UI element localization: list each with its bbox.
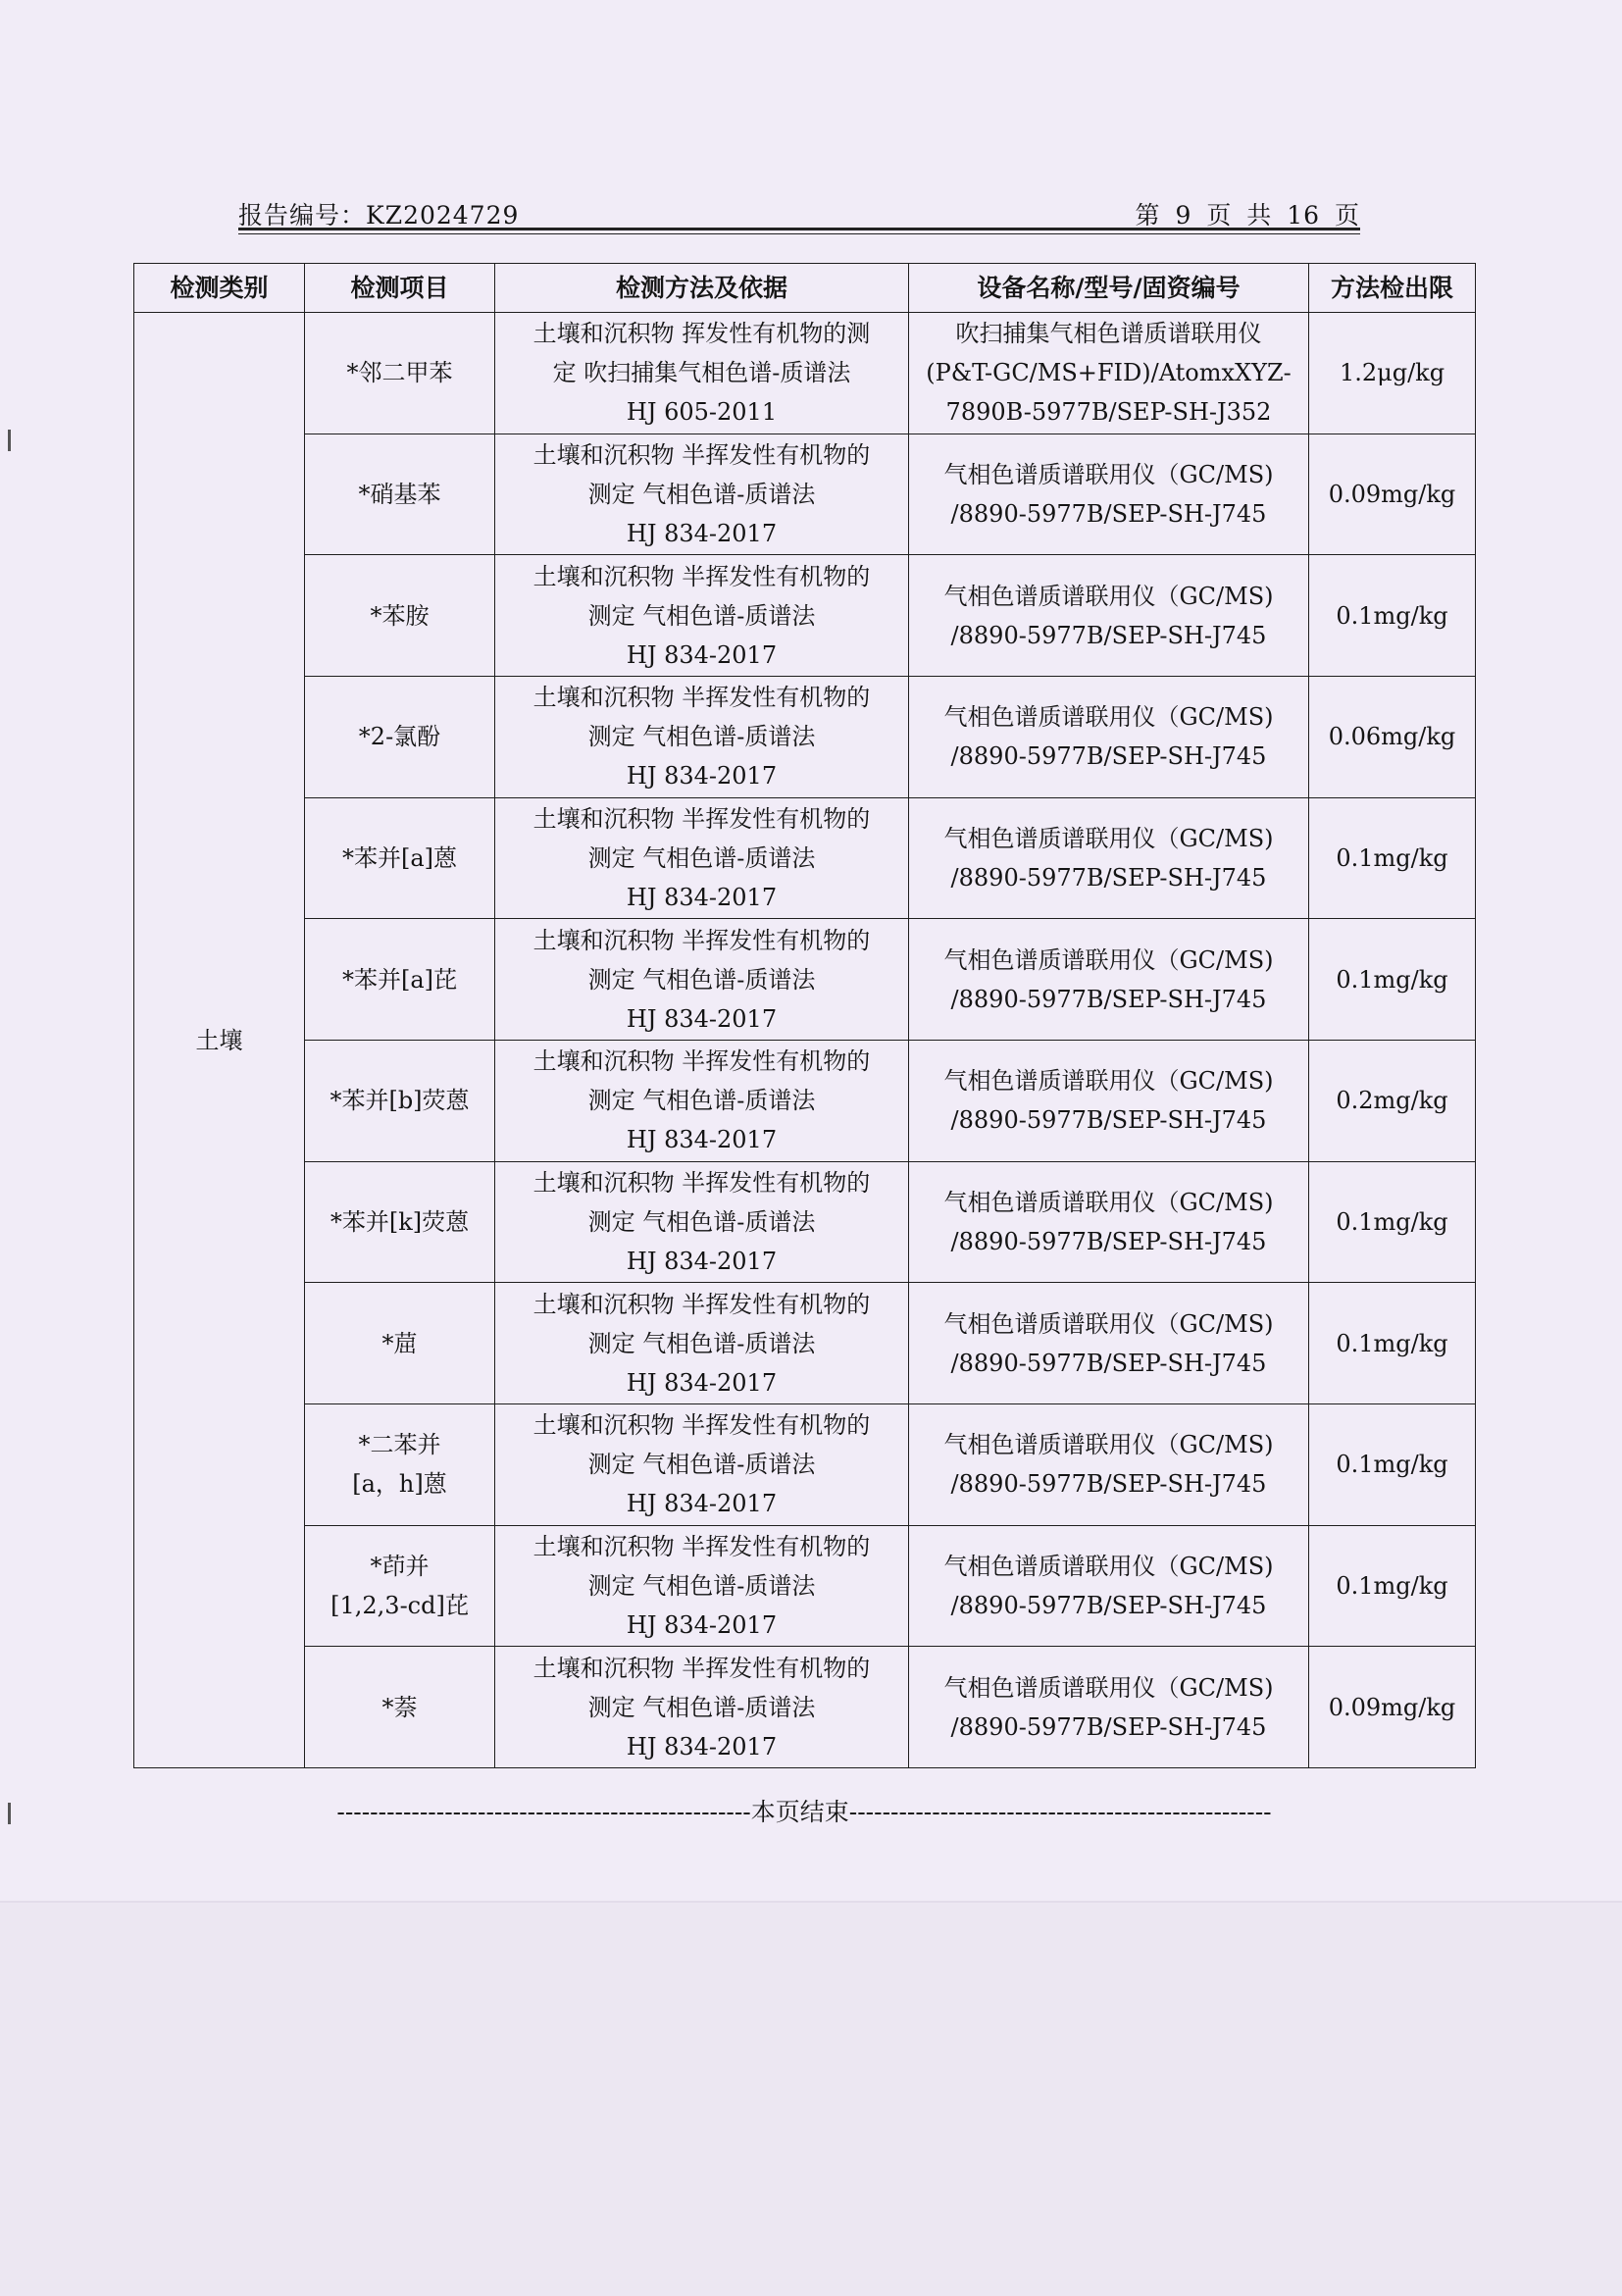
header-limit: 方法检出限 <box>1309 264 1476 313</box>
method-cell <box>495 1161 909 1283</box>
item-text: *硝基苯 <box>358 480 441 508</box>
report-number-line <box>238 196 519 231</box>
method-line: 土壤和沉积物 半挥发性有机物的 <box>532 1047 871 1076</box>
method-line: 土壤和沉积物 半挥发性有机物的 <box>532 1532 871 1560</box>
method-line: 测定 气相色谱-质谱法 <box>587 1329 816 1357</box>
equipment-line: /8890-5977B/SEP-SH-J745 <box>950 1712 1267 1741</box>
report-number-label: 报告编号： <box>238 201 367 230</box>
method-line: 土壤和沉积物 挥发性有机物的测 <box>532 320 871 348</box>
equipment-line: 气相色谱质谱联用仪（GC/MS) <box>943 703 1274 732</box>
header-method: 检测方法及依据 <box>495 264 909 313</box>
method-cell <box>495 1283 909 1404</box>
table-row <box>134 1040 1476 1161</box>
item-cell <box>305 1161 495 1283</box>
equipment-cell <box>909 1161 1309 1283</box>
page-lower-band <box>0 1901 1622 2296</box>
limit-cell: 0.1mg/kg <box>1309 1161 1476 1283</box>
equipment-line: /8890-5977B/SEP-SH-J745 <box>950 985 1267 1013</box>
method-line: HJ 834-2017 <box>626 762 778 791</box>
method-line: HJ 834-2017 <box>626 1004 778 1033</box>
equipment-line: 气相色谱质谱联用仪（GC/MS) <box>943 824 1274 852</box>
equipment-line: 气相色谱质谱联用仪（GC/MS) <box>943 1552 1274 1580</box>
method-cell <box>495 1647 909 1768</box>
equipment-line: 吹扫捕集气相色谱质谱联用仪 <box>955 320 1262 348</box>
table-body <box>134 313 1476 1768</box>
table-row <box>134 676 1476 797</box>
method-line: 测定 气相色谱-质谱法 <box>587 843 816 872</box>
method-cell <box>495 313 909 434</box>
method-line: HJ 834-2017 <box>626 519 778 547</box>
method-line: 土壤和沉积物 半挥发性有机物的 <box>532 1290 871 1318</box>
equipment-line: /8890-5977B/SEP-SH-J745 <box>950 1106 1267 1135</box>
limit-cell: 0.09mg/kg <box>1309 1647 1476 1768</box>
method-line: HJ 834-2017 <box>626 1490 778 1518</box>
method-line: 测定 气相色谱-质谱法 <box>587 1207 816 1236</box>
item-text: *苯胺 <box>370 601 430 630</box>
equipment-cell <box>909 1525 1309 1647</box>
method-line: 测定 气相色谱-质谱法 <box>587 1451 816 1479</box>
method-cell <box>495 434 909 555</box>
equipment-line: /8890-5977B/SEP-SH-J745 <box>950 621 1267 649</box>
table-row <box>134 919 1476 1041</box>
method-line: 测定 气相色谱-质谱法 <box>587 723 816 751</box>
table-row <box>134 1283 1476 1404</box>
table-header-row <box>134 264 1476 313</box>
method-line: 土壤和沉积物 半挥发性有机物的 <box>532 1168 871 1197</box>
item-text: *䓛 <box>381 1329 418 1357</box>
equipment-line: /8890-5977B/SEP-SH-J745 <box>950 1349 1267 1377</box>
method-line: 测定 气相色谱-质谱法 <box>587 1693 816 1721</box>
item-text: *茚并 <box>370 1552 430 1580</box>
equipment-cell <box>909 1403 1309 1525</box>
equipment-line: 气相色谱质谱联用仪（GC/MS) <box>943 1309 1274 1338</box>
equipment-line: /8890-5977B/SEP-SH-J745 <box>950 1470 1267 1499</box>
limit-cell: 0.06mg/kg <box>1309 676 1476 797</box>
equipment-cell <box>909 1040 1309 1161</box>
method-cell <box>495 1525 909 1647</box>
table-row <box>134 1647 1476 1768</box>
equipment-cell <box>909 313 1309 434</box>
equipment-line: /8890-5977B/SEP-SH-J745 <box>950 1591 1267 1619</box>
limit-cell: 0.1mg/kg <box>1309 555 1476 677</box>
item-cell <box>305 1040 495 1161</box>
item-cell <box>305 797 495 919</box>
equipment-line: 气相色谱质谱联用仪（GC/MS) <box>943 582 1274 610</box>
header-equipment: 设备名称/型号/固资编号 <box>909 264 1309 313</box>
table-row <box>134 1403 1476 1525</box>
binding-mark <box>8 430 11 451</box>
equipment-cell <box>909 1647 1309 1768</box>
binding-mark <box>8 1803 11 1824</box>
header-category: 检测类别 <box>134 264 305 313</box>
limit-cell: 0.1mg/kg <box>1309 1525 1476 1647</box>
method-line: 测定 气相色谱-质谱法 <box>587 1087 816 1115</box>
page-end-line: --------------------------------------------------本页结束--------------------------------------------------- <box>336 1798 1272 1826</box>
item-text: *2-氯酚 <box>358 723 441 751</box>
method-line: 定 吹扫捕集气相色谱-质谱法 <box>552 359 851 387</box>
table-row <box>134 1525 1476 1647</box>
equipment-cell <box>909 555 1309 677</box>
method-line: 土壤和沉积物 半挥发性有机物的 <box>532 804 871 833</box>
method-cell <box>495 797 909 919</box>
equipment-line: 气相色谱质谱联用仪（GC/MS) <box>943 1431 1274 1459</box>
detection-table <box>133 263 1476 1768</box>
category-cell: 土壤 <box>134 313 305 1768</box>
report-header <box>238 192 1360 231</box>
header-item: 检测项目 <box>305 264 495 313</box>
item-cell <box>305 1525 495 1647</box>
item-cell <box>305 1647 495 1768</box>
item-cell <box>305 1403 495 1525</box>
equipment-cell <box>909 797 1309 919</box>
item-text: *邻二甲苯 <box>346 359 453 387</box>
report-number: KZ2024729 <box>366 201 520 230</box>
table-row <box>134 434 1476 555</box>
method-cell <box>495 676 909 797</box>
method-line: HJ 834-2017 <box>626 883 778 911</box>
equipment-line: 气相色谱质谱联用仪（GC/MS) <box>943 1673 1274 1702</box>
method-line: 土壤和沉积物 半挥发性有机物的 <box>532 926 871 954</box>
method-line: HJ 605-2011 <box>626 398 778 427</box>
method-cell <box>495 919 909 1041</box>
method-line: HJ 834-2017 <box>626 640 778 669</box>
equipment-cell <box>909 919 1309 1041</box>
method-line: HJ 834-2017 <box>626 1610 778 1639</box>
table-row <box>134 313 1476 434</box>
method-line: 测定 气相色谱-质谱法 <box>587 480 816 508</box>
equipment-cell <box>909 1283 1309 1404</box>
equipment-line: /8890-5977B/SEP-SH-J745 <box>950 1227 1267 1255</box>
page-info: 第 9 页 共 16 页 <box>1135 201 1360 230</box>
equipment-line: 7890B-5977B/SEP-SH-J352 <box>945 398 1272 427</box>
item-cell <box>305 1283 495 1404</box>
limit-cell: 0.09mg/kg <box>1309 434 1476 555</box>
equipment-cell <box>909 434 1309 555</box>
method-line: 土壤和沉积物 半挥发性有机物的 <box>532 1654 871 1682</box>
item-text: *苯并[a]芘 <box>341 965 458 994</box>
equipment-line: /8890-5977B/SEP-SH-J745 <box>950 863 1267 892</box>
method-line: 土壤和沉积物 半挥发性有机物的 <box>532 562 871 590</box>
method-line: HJ 834-2017 <box>626 1126 778 1154</box>
table-row <box>134 1161 1476 1283</box>
equipment-line: /8890-5977B/SEP-SH-J745 <box>950 742 1267 771</box>
method-line: HJ 834-2017 <box>626 1247 778 1275</box>
item-text: *苯并[b]荧蒽 <box>329 1087 470 1115</box>
limit-cell: 1.2μg/kg <box>1309 313 1476 434</box>
header-rule-thin <box>238 233 1360 234</box>
limit-cell: 0.1mg/kg <box>1309 1283 1476 1404</box>
item-cell <box>305 313 495 434</box>
method-line: 测定 气相色谱-质谱法 <box>587 965 816 994</box>
equipment-line: /8890-5977B/SEP-SH-J745 <box>950 499 1267 528</box>
method-cell <box>495 555 909 677</box>
equipment-line: 气相色谱质谱联用仪（GC/MS) <box>943 1188 1274 1216</box>
page-end-label: 本页结束 <box>750 1798 849 1826</box>
item-text: [a，h]蒽 <box>352 1470 447 1499</box>
table-row <box>134 797 1476 919</box>
limit-cell: 0.1mg/kg <box>1309 797 1476 919</box>
item-text: [1,2,3-cd]芘 <box>330 1591 469 1619</box>
method-line: 土壤和沉积物 半挥发性有机物的 <box>532 684 871 712</box>
equipment-cell <box>909 676 1309 797</box>
method-cell <box>495 1040 909 1161</box>
limit-cell: 0.2mg/kg <box>1309 1040 1476 1161</box>
method-cell <box>495 1403 909 1525</box>
method-line: 测定 气相色谱-质谱法 <box>587 601 816 630</box>
item-text: *苯并[k]荧蒽 <box>329 1207 470 1236</box>
header-rule <box>238 228 1360 230</box>
equipment-line: 气相色谱质谱联用仪（GC/MS) <box>943 460 1274 488</box>
item-cell <box>305 434 495 555</box>
item-text: *萘 <box>381 1693 418 1721</box>
method-line: 土壤和沉积物 半挥发性有机物的 <box>532 1411 871 1440</box>
method-line: 土壤和沉积物 半挥发性有机物的 <box>532 440 871 469</box>
equipment-line: 气相色谱质谱联用仪（GC/MS) <box>943 1067 1274 1096</box>
item-cell <box>305 919 495 1041</box>
method-line: HJ 834-2017 <box>626 1368 778 1397</box>
limit-cell: 0.1mg/kg <box>1309 1403 1476 1525</box>
method-line: 测定 气相色谱-质谱法 <box>587 1571 816 1600</box>
table-row <box>134 555 1476 677</box>
item-cell <box>305 555 495 677</box>
item-text: *二苯并 <box>358 1431 441 1459</box>
limit-cell: 0.1mg/kg <box>1309 919 1476 1041</box>
equipment-line: 气相色谱质谱联用仪（GC/MS) <box>943 945 1274 974</box>
method-line: HJ 834-2017 <box>626 1732 778 1760</box>
item-cell <box>305 676 495 797</box>
item-text: *苯并[a]蒽 <box>341 843 458 872</box>
equipment-line: (P&T-GC/MS+FID)/AtomxXYZ- <box>926 359 1292 387</box>
